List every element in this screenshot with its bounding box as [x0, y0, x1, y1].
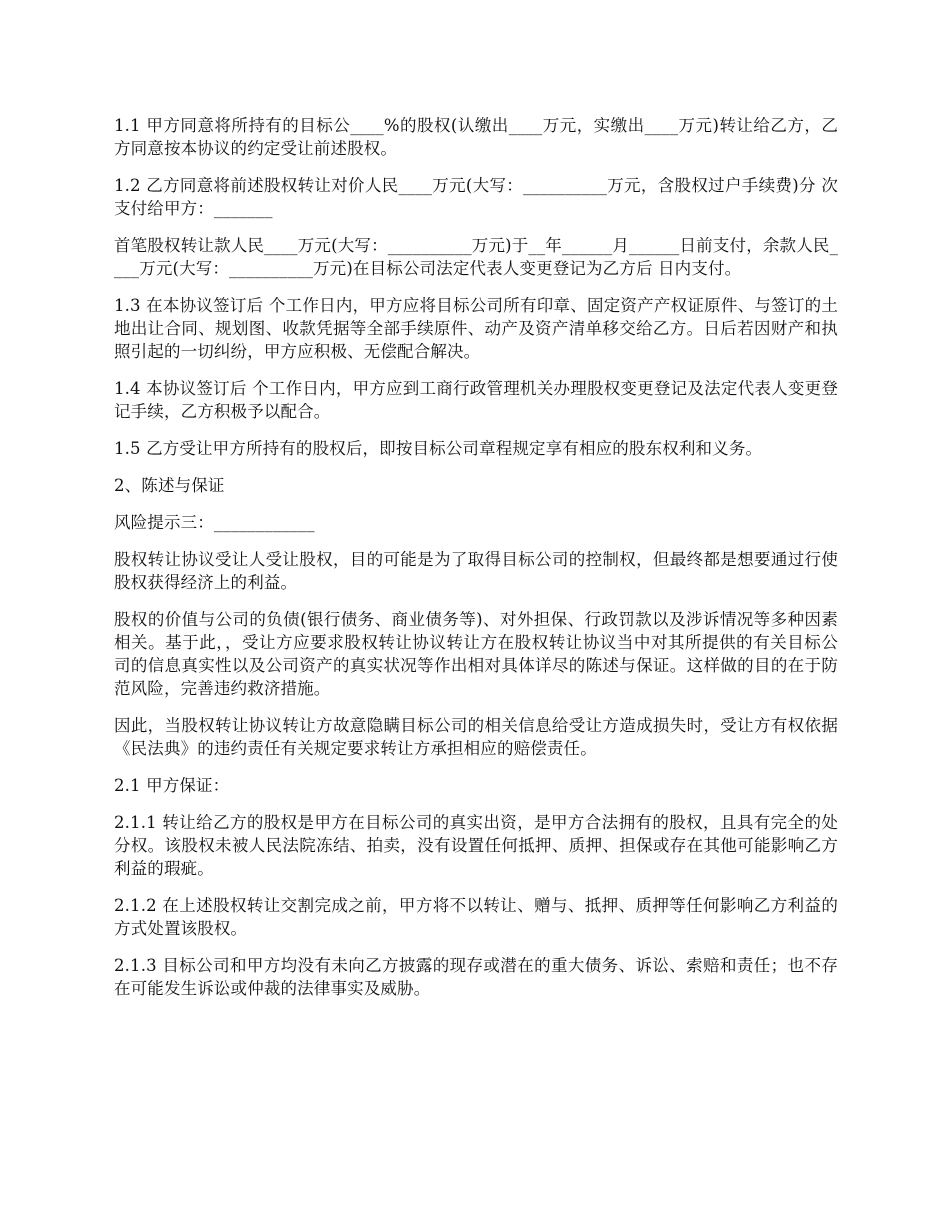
clause-2-1-2: 2.1.2 在上述股权转让交割完成之前，甲方将不以转让、赠与、抵押、质押等任何影响乙方利益的方式处置该股权。	[114, 896, 838, 938]
clause-1-3: 1.3 在本协议签订后 个工作日内，甲方应将目标公司所有印章、固定资产产权证原件、与签订的土地出让合同、规划图、收款凭据等全部手续原件、动产及资产清单移交给乙方。日后若因财产和执照引起的一切纠纷，甲方应积极、无偿配合解决。	[114, 296, 838, 361]
clause-2-1: 2.1 甲方保证：	[114, 776, 230, 795]
risk-explanation-1: 股权转让协议受让人受让股权，目的可能是为了取得目标公司的控制权，但最终都是想要通过行使股权获得经济上的利益。	[114, 550, 838, 592]
clause-1-2: 1.2 乙方同意将前述股权转让对价人民____万元(大写：__________万元，含股权过户手续费)分 次支付给甲方：_______	[114, 176, 838, 218]
risk-explanation-2: 股权的价值与公司的负债(银行债务、商业债务等)、对外担保、行政罚款以及涉诉情况等多种因素相关。基于此，，受让方应要求股权转让协议转让方在股权转让协议当中对其所提供的有关目标公司的信息真实性以及公司资产的真实状况等作出相对具体详尽的陈述与保证。这样做的目的在于防范风险，完善违约救济措施。	[114, 610, 838, 698]
clause-2-1-1: 2.1.1 转让给乙方的股权是甲方在目标公司的真实出资，是甲方合法拥有的股权，且具有完全的处分权。该股权未被人民法院冻结、拍卖，没有设置任何抵押、质押、担保或存在其他可能影响乙方利益的瑕疵。	[114, 813, 838, 878]
clause-1-4: 1.4 本协议签订后 个工作日内，甲方应到工商行政管理机关办理股权变更登记及法定代表人变更登记手续，乙方积极予以配合。	[114, 379, 838, 421]
section-heading-2: 2、陈述与保证	[114, 476, 225, 495]
clause-1-5: 1.5 乙方受让甲方所持有的股权后，即按目标公司章程规定享有相应的股东权利和义务。	[114, 439, 763, 458]
risk-note-3: 风险提示三：____________	[114, 513, 315, 532]
clause-1-1: 1.1 甲方同意将所持有的目标公____%的股权(认缴出____万元，实缴出____万元)转让给乙方，乙方同意按本协议的约定受让前述股权。	[114, 116, 838, 158]
risk-explanation-3: 因此，当股权转让协议转让方故意隐瞒目标公司的相关信息给受让方造成损失时，受让方有权依据《民法典》的违约责任有关规定要求转让方承担相应的赔偿责任。	[114, 716, 838, 758]
clause-2-1-3: 2.1.3 目标公司和甲方均没有未向乙方披露的现存或潜在的重大债务、诉讼、索赔和责任；也不存在可能发生诉讼或仲裁的法律事实及威胁。	[114, 956, 838, 998]
document-page	[114, 114, 838, 1014]
clause-1-2-payment-schedule: 首笔股权转让款人民____万元(大写：__________万元)于__年______月______日前支付，余款人民____万元(大写：__________万元)在目标公司法定代表人变更登记为乙方后 日内支付。	[114, 236, 838, 278]
